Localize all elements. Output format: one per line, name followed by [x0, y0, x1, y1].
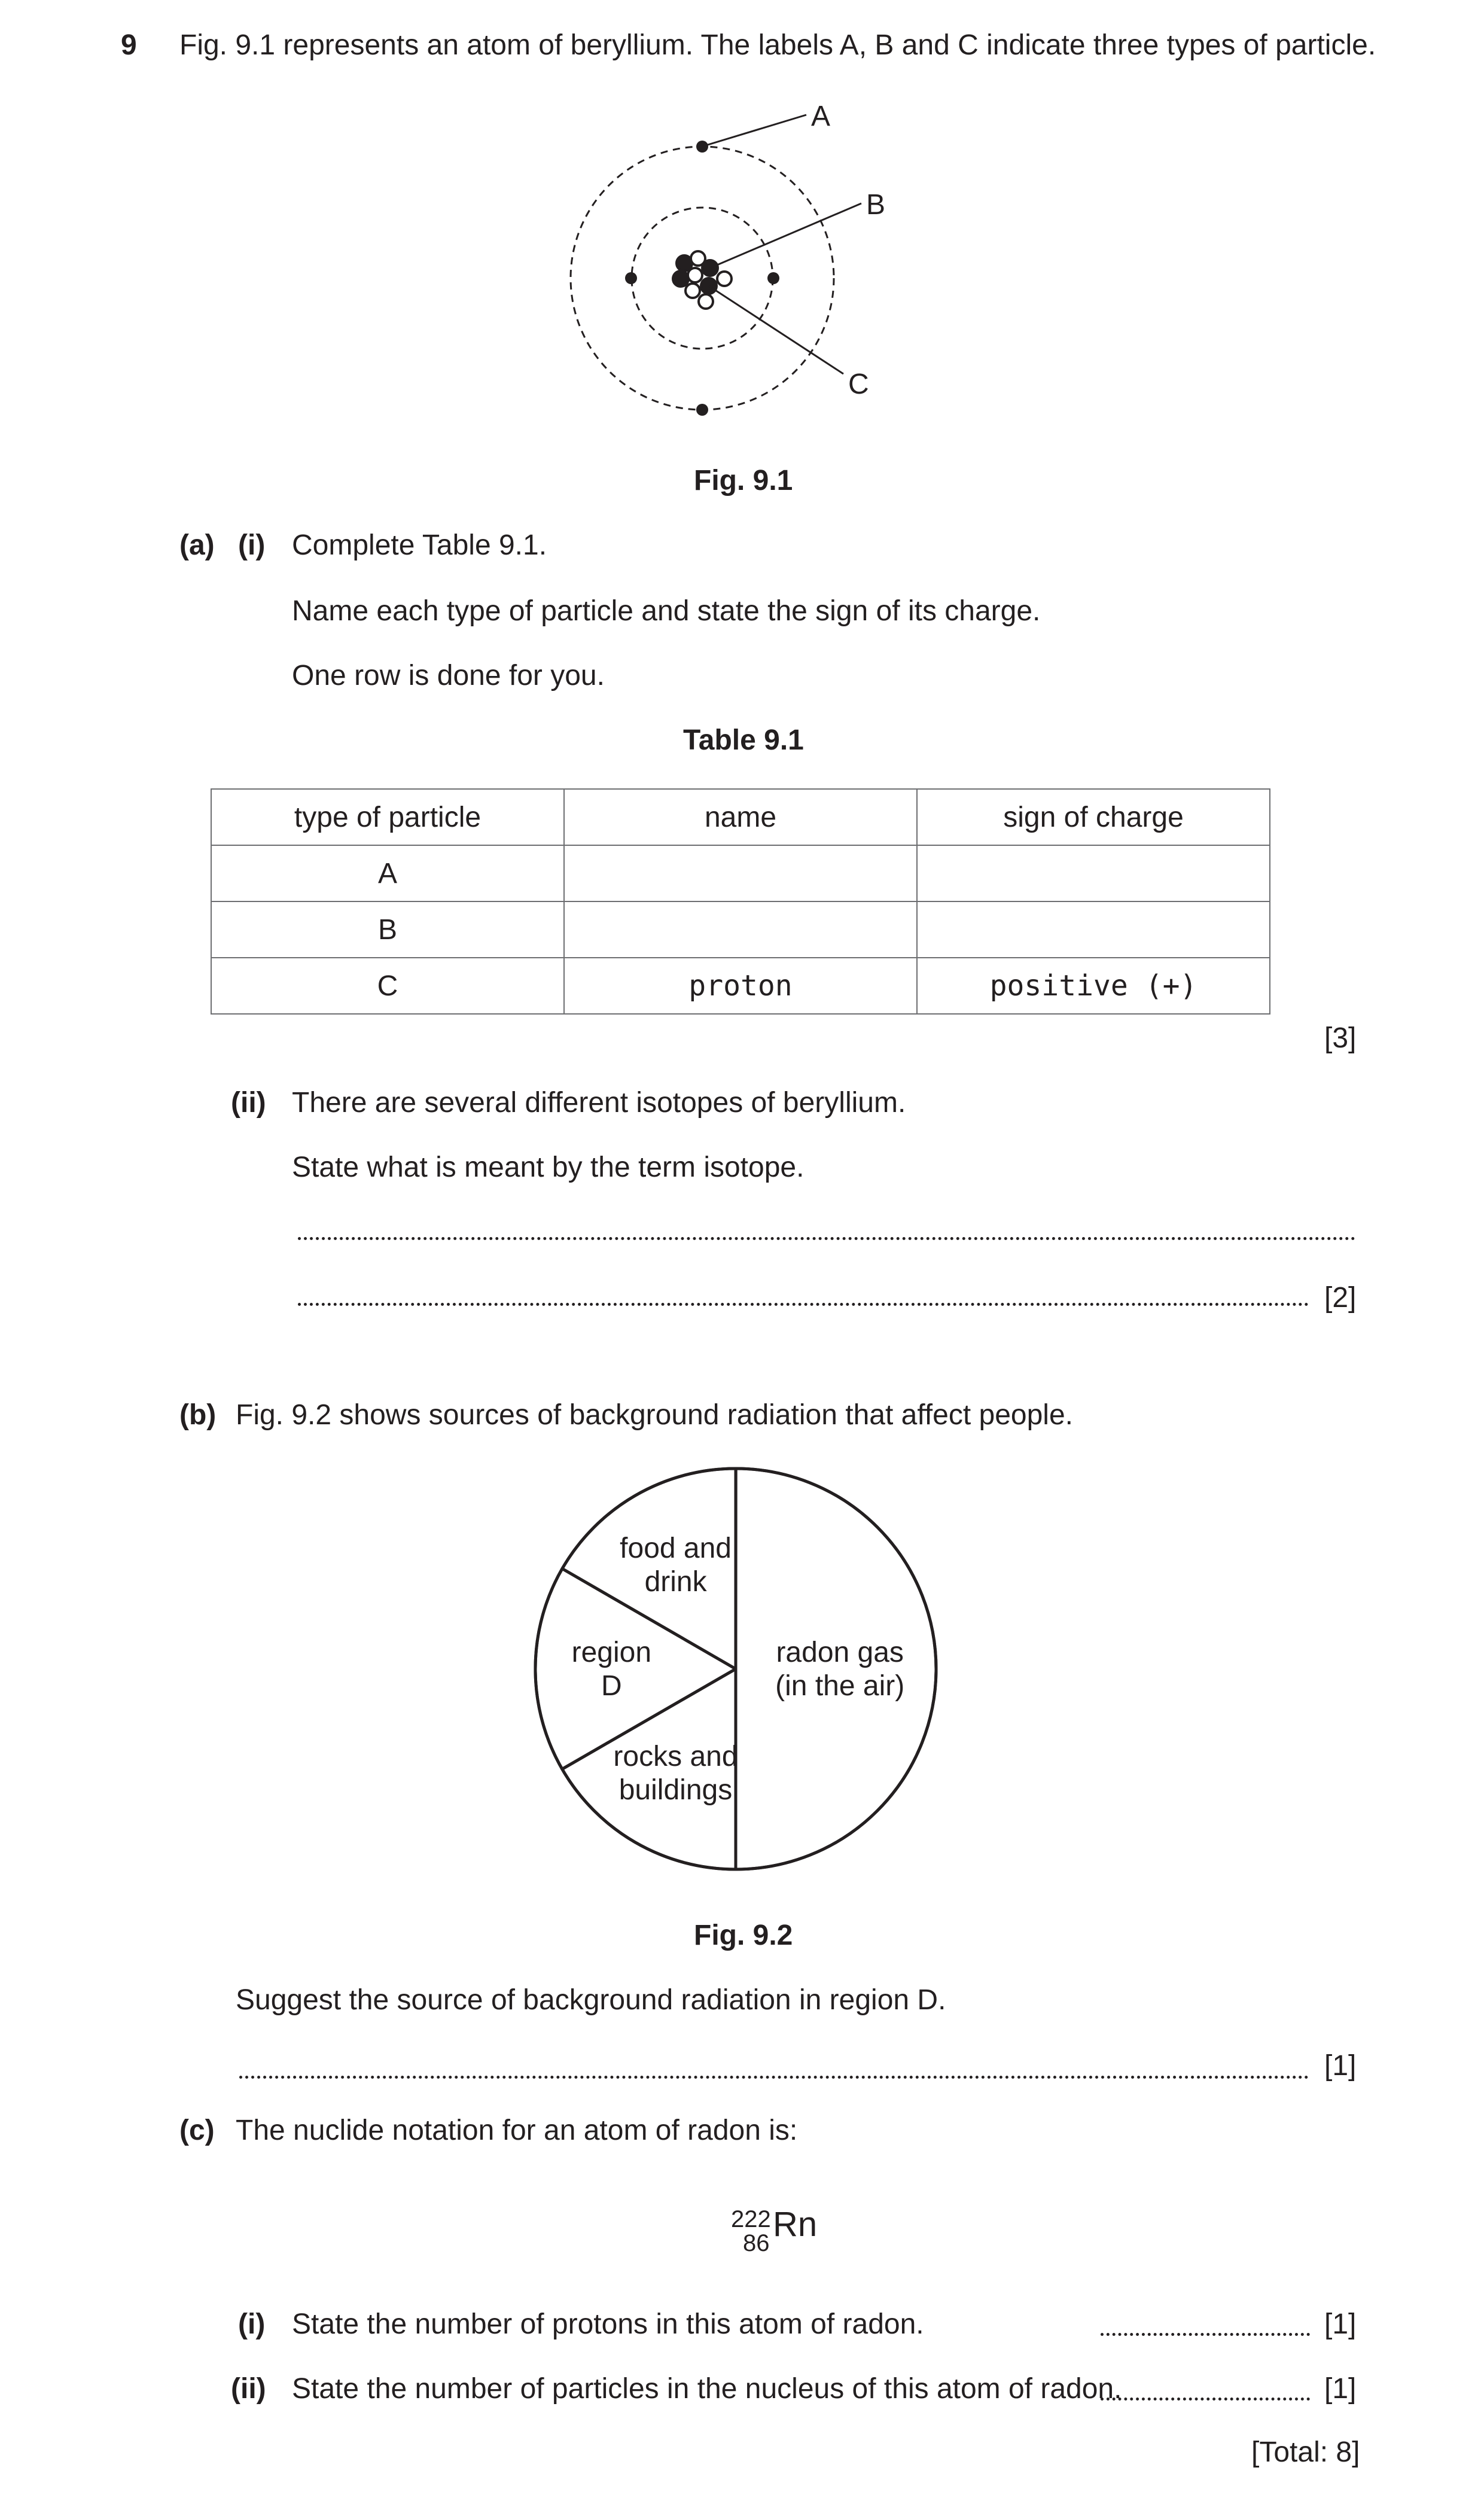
part-a-i-label: (i) — [238, 529, 266, 561]
table-row — [211, 845, 1270, 901]
pie-slice — [736, 1469, 936, 1869]
table-header-row — [211, 789, 1270, 845]
atom-diagram — [0, 0, 1484, 455]
table-cell-type: A — [211, 845, 564, 901]
pie-slice — [535, 1568, 736, 1769]
part-c-intro: The nuclide notation for an atom of radon is: — [236, 2115, 798, 2146]
fig91-caption: Fig. 9.1 — [694, 465, 793, 496]
answer-line[interactable] — [239, 2076, 1309, 2079]
pie-slice-label: region D — [571, 1636, 652, 1702]
label-c: C — [848, 368, 869, 400]
marks-a-ii: [2] — [1324, 1282, 1357, 1314]
part-a-label: (a) — [179, 529, 215, 561]
part-c-label: (c) — [179, 2115, 215, 2146]
mass-number: 222 — [731, 2206, 771, 2232]
element-symbol: Rn — [773, 2205, 818, 2244]
table-cell-name-answer[interactable] — [564, 845, 917, 901]
part-b-label: (b) — [179, 1399, 217, 1431]
marks-c-i: [1] — [1324, 2308, 1357, 2340]
table-row — [211, 901, 1270, 958]
part-c-ii-text: State the number of particles in the nucleus of this atom of radon. — [292, 2373, 1122, 2405]
part-a-i-line1: Complete Table 9.1. — [292, 529, 547, 561]
table-cell-name: proton — [564, 958, 917, 1014]
part-a-ii-line1: There are several different isotopes of beryllium. — [292, 1087, 906, 1119]
part-c-i-text: State the number of protons in this atom of radon. — [292, 2308, 924, 2340]
nucleus — [673, 251, 732, 309]
table-cell-type: B — [211, 901, 564, 958]
question-intro: Fig. 9.1 represents an atom of beryllium. The labels A, B and C indicate three types of particle. — [179, 29, 1376, 61]
table91-caption: Table 9.1 — [683, 724, 804, 756]
total-marks: [Total: 8] — [1251, 2436, 1360, 2468]
part-a-ii-line2: State what is meant by the term isotope. — [292, 1152, 805, 1183]
table-header: name — [564, 789, 917, 845]
answer-line[interactable] — [1101, 2398, 1310, 2401]
table-row — [211, 958, 1270, 1014]
label-line-a — [706, 115, 806, 145]
table-cell-charge-answer[interactable] — [917, 845, 1270, 901]
part-a-i-line3: One row is done for you. — [292, 660, 605, 692]
marks-c-ii: [1] — [1324, 2373, 1357, 2405]
table-header: type of particle — [211, 789, 564, 845]
pie-slice-label: rocks and buildings — [613, 1741, 738, 1807]
part-a-i-line2: Name each type of particle and state the sign of its charge. — [292, 595, 1041, 627]
question-number: 9 — [121, 29, 137, 61]
marks-b: [1] — [1324, 2050, 1357, 2082]
part-a-ii-label: (ii) — [231, 1087, 266, 1119]
table-cell-name-answer[interactable] — [564, 901, 917, 958]
label-b: B — [866, 189, 886, 221]
table-cell-type: C — [211, 958, 564, 1014]
fig92-caption: Fig. 9.2 — [694, 1920, 793, 1951]
answer-line[interactable] — [298, 1237, 1355, 1240]
background-radiation-pie-chart — [520, 1460, 951, 1878]
part-b-intro: Fig. 9.2 shows sources of background radiation that affect people. — [236, 1399, 1073, 1431]
answer-line[interactable] — [298, 1303, 1309, 1306]
particle-table — [211, 788, 1270, 1015]
part-b-question: Suggest the source of background radiation in region D. — [236, 1984, 946, 2016]
answer-line[interactable] — [1101, 2333, 1310, 2336]
marks-a-i: [3] — [1324, 1022, 1357, 1054]
label-a: A — [811, 100, 831, 132]
pie-slice-label: radon gas (in the air) — [775, 1637, 905, 1702]
part-c-ii-label: (ii) — [231, 2373, 266, 2405]
table-cell-charge: positive (+) — [917, 958, 1270, 1014]
table-cell-charge-answer[interactable] — [917, 901, 1270, 958]
label-line-b — [710, 203, 861, 268]
pie-slice-label: food and drink — [620, 1532, 732, 1598]
part-c-i-label: (i) — [238, 2308, 266, 2340]
atomic-number: 86 — [743, 2230, 770, 2256]
table-header: sign of charge — [917, 789, 1270, 845]
